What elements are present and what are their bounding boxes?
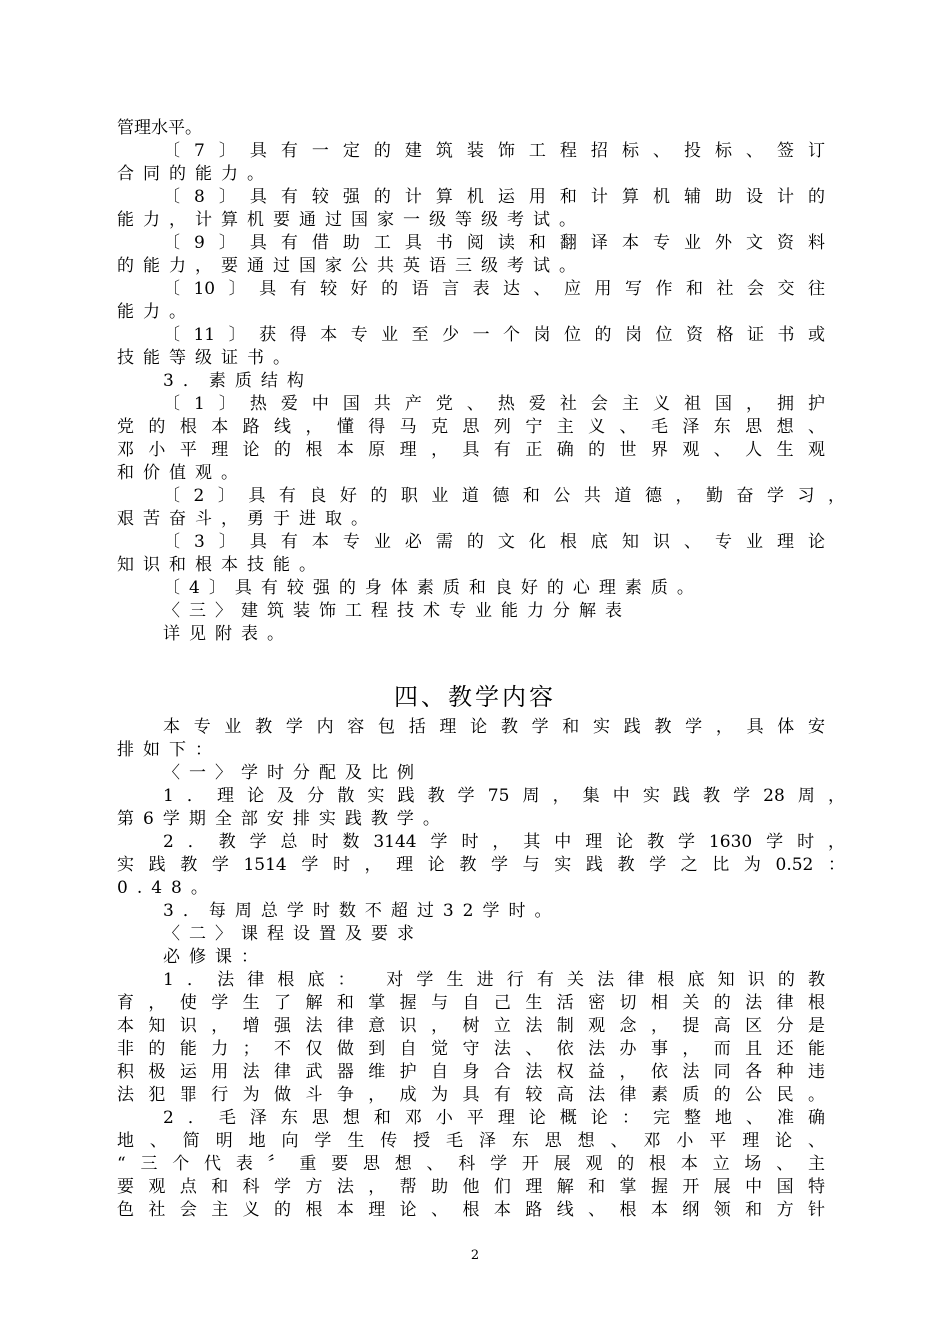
text-line: 〔9〕具有借助工具书阅读和翻译本专业外文资料 xyxy=(163,233,825,253)
text-line: 〔10〕具有较好的语言表达、应用写作和社会交往 xyxy=(163,279,825,299)
subsection-heading: 3．素质结构 xyxy=(163,371,313,391)
text-line: 合同的能力。 xyxy=(117,164,273,184)
text-line: 色社会主义的根本理论、根本路线、根本纲领和方针 xyxy=(117,1200,825,1220)
text-line: 〔11〕获得本专业至少一个岗位的岗位资格证书或 xyxy=(163,325,825,345)
text-line: 的能力，要通过国家公共英语三级考试。 xyxy=(117,256,585,276)
text-line: 非的能力；不仅做到自觉守法、依法办事，而且还能 xyxy=(117,1039,825,1059)
text-line: 育，使学生了解和掌握与自己生活密切相关的法律根 xyxy=(117,993,825,1013)
text-line: 地、简明地向学生传授毛泽东思想、邓小平理论、 xyxy=(117,1131,825,1151)
text-line: 〔8〕具有较强的计算机运用和计算机辅助设计的 xyxy=(163,187,825,207)
text-line: 0.48。 xyxy=(117,878,217,898)
subsection-heading: 〈二〉课程设置及要求 xyxy=(163,924,423,944)
text-line: 党的根本路线，懂得马克思列宁主义、毛泽东思想、 xyxy=(117,417,825,437)
text-line: 邓小平理论的根本原理，具有正确的世界观、人生观 xyxy=(117,440,825,460)
text-line: 3．每周总学时数不超过32学时。 xyxy=(163,901,561,921)
text-line: 管理水平。 xyxy=(117,118,202,138)
text-line: 排如下： xyxy=(117,740,221,760)
text-line: 技能等级证书。 xyxy=(117,348,299,368)
subsection-heading: 〈一〉学时分配及比例 xyxy=(163,763,423,783)
text-line: 〔1〕热爱中国共产党、热爱社会主义祖国，拥护 xyxy=(163,394,825,414)
text-line: 艰苦奋斗，勇于进取。 xyxy=(117,509,377,529)
text-line: 〔7〕具有一定的建筑装饰工程招标、投标、签订 xyxy=(163,141,825,161)
page-number: 2 xyxy=(470,1248,480,1263)
text-line: 实践教学1514学时，理论教学与实践教学之比为0.52： xyxy=(117,855,845,875)
text-line: 法犯罪行为做斗争，成为具有较高法律素质的公民。 xyxy=(117,1085,825,1105)
subsection-heading: 〈三〉建筑装饰工程技术专业能力分解表 xyxy=(163,601,631,621)
text-line: 能力，计算机要通过国家一级等级考试。 xyxy=(117,210,585,230)
text-line: 知识和根本技能。 xyxy=(117,555,325,575)
text-line: 本专业教学内容包括理论教学和实践教学，具体安 xyxy=(163,717,825,737)
text-line: 2．教学总时数3144学时，其中理论教学1630学时， xyxy=(163,832,845,852)
text-line: 能力。 xyxy=(117,302,195,322)
text-line: 必修课： xyxy=(163,947,267,967)
text-line: 1．法律根底： 对学生进行有关法律根底知识的教 xyxy=(163,970,825,990)
text-line: “三个代表〞重要思想、科学开展观的根本立场、主 xyxy=(117,1154,825,1174)
text-line: 要观点和科学方法，帮助他们理解和掌握开展中国特 xyxy=(117,1177,825,1197)
text-line: 〔2〕具有良好的职业道德和公共道德，勤奋学习， xyxy=(163,486,845,506)
text-line: 2．毛泽东思想和邓小平理论概论：完整地、准确 xyxy=(163,1108,825,1128)
text-line: 详见附表。 xyxy=(163,624,293,644)
text-line: 〔3〕具有本专业必需的文化根底知识、专业理论 xyxy=(163,532,825,552)
section-heading: 四、教学内容 xyxy=(394,683,556,711)
text-line: 和价值观。 xyxy=(117,463,247,483)
text-line: 积极运用法律武器维护自身合法权益，依法同各种违 xyxy=(117,1062,825,1082)
text-line: 1．理论及分散实践教学75周，集中实践教学28周， xyxy=(163,786,845,806)
text-line: 本知识，增强法律意识，树立法制观念，提高区分是 xyxy=(117,1016,825,1036)
text-line: 〔4〕具有较强的身体素质和良好的心理素质。 xyxy=(163,578,703,598)
text-line: 第6学期全部安排实践教学。 xyxy=(117,809,449,829)
